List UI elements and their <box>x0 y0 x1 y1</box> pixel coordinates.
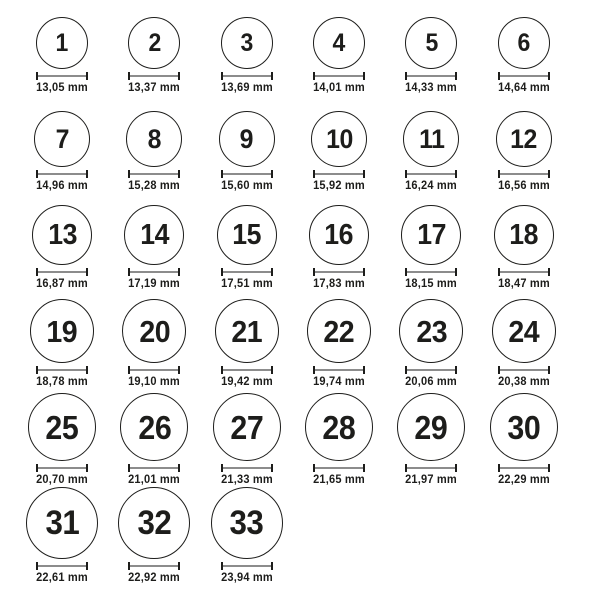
chart-row <box>0 494 600 592</box>
ring-size-number: 5 <box>425 28 438 57</box>
diameter-ruler <box>405 366 457 374</box>
ring-size-number: 29 <box>414 408 448 446</box>
diameter-label: 13,37 mm <box>128 82 181 94</box>
diameter-label: 14,96 mm <box>36 180 89 192</box>
diameter-label: 17,83 mm <box>313 278 365 290</box>
ring-circle <box>492 299 556 363</box>
diameter-ruler <box>128 464 180 472</box>
diameter-label: 16,24 mm <box>405 180 458 192</box>
diameter-label: 21,65 mm <box>313 474 365 486</box>
ring-size-cell <box>477 298 569 396</box>
diameter-ruler <box>498 170 550 178</box>
diameter-ruler <box>36 72 88 80</box>
ring-size-number: 15 <box>232 218 262 251</box>
ring-circle <box>118 487 190 559</box>
ring-size-cell <box>293 102 385 200</box>
diameter-label: 13,05 mm <box>36 82 89 94</box>
ring-size-number: 26 <box>138 408 171 446</box>
diameter-ruler <box>221 170 273 178</box>
ring-circle <box>211 487 283 559</box>
ring-circle <box>311 111 367 167</box>
ring-size-cell <box>477 200 569 298</box>
ring-circle <box>36 17 88 69</box>
ring-size-cell <box>385 200 477 298</box>
diameter-ruler <box>405 268 457 276</box>
ring-size-number: 4 <box>332 28 346 57</box>
diameter-ruler <box>405 170 457 178</box>
diameter-ruler <box>313 268 365 276</box>
ring-size-cell <box>16 396 108 494</box>
diameter-label: 20,70 mm <box>36 474 89 486</box>
diameter-ruler <box>313 170 365 178</box>
diameter-label: 14,64 mm <box>497 82 550 94</box>
diameter-label: 21,33 mm <box>220 474 273 486</box>
ring-size-number: 23 <box>415 313 447 349</box>
ring-circle <box>307 299 371 363</box>
diameter-ruler <box>405 72 457 80</box>
diameter-label: 16,87 mm <box>36 278 89 290</box>
ring-size-cell <box>477 102 569 200</box>
ring-size-number: 21 <box>231 313 263 349</box>
ring-size-number: 17 <box>416 218 446 251</box>
ring-circle <box>219 111 275 167</box>
ring-size-cell <box>108 298 200 396</box>
diameter-ruler <box>405 464 457 472</box>
ring-size-cell <box>201 396 293 494</box>
ring-size-cell <box>385 298 477 396</box>
ring-size-number: 3 <box>240 28 253 57</box>
ring-size-number: 31 <box>45 504 80 542</box>
diameter-ruler <box>498 72 550 80</box>
ring-size-cell <box>201 4 293 102</box>
chart-row <box>0 298 600 396</box>
ring-circle <box>399 299 463 363</box>
ring-size-number: 27 <box>230 408 264 446</box>
diameter-label: 16,56 mm <box>497 180 550 192</box>
ring-size-cell <box>477 396 569 494</box>
ring-size-number: 16 <box>324 218 354 251</box>
ring-size-number: 33 <box>229 504 264 542</box>
ring-size-cell <box>201 494 293 592</box>
ring-size-cell <box>16 102 108 200</box>
ring-size-number: 12 <box>510 123 537 154</box>
ring-size-cell <box>293 4 385 102</box>
diameter-label: 20,38 mm <box>497 376 550 388</box>
ring-circle <box>34 111 90 167</box>
diameter-label: 23,94 mm <box>220 572 273 584</box>
diameter-label: 19,42 mm <box>220 376 273 388</box>
chart-row <box>0 102 600 200</box>
ring-size-number: 10 <box>325 123 353 154</box>
ring-size-number: 1 <box>55 28 69 57</box>
diameter-label: 18,47 mm <box>497 278 550 290</box>
diameter-ruler <box>36 562 88 570</box>
ring-circle <box>122 299 186 363</box>
chart-row <box>0 396 600 494</box>
ring-size-cell <box>108 4 200 102</box>
diameter-ruler <box>498 366 550 374</box>
ring-circle <box>124 205 184 265</box>
ring-size-cell <box>16 4 108 102</box>
ring-circle <box>28 393 96 461</box>
ring-size-number: 24 <box>508 313 540 349</box>
ring-circle <box>498 17 550 69</box>
ring-size-number: 18 <box>509 218 538 251</box>
diameter-ruler <box>128 170 180 178</box>
diameter-ruler <box>221 72 273 80</box>
ring-circle <box>26 487 98 559</box>
ring-size-number: 9 <box>240 123 254 154</box>
diameter-ruler <box>128 268 180 276</box>
diameter-ruler <box>498 268 550 276</box>
ring-size-number: 13 <box>47 218 77 251</box>
diameter-ruler <box>36 366 88 374</box>
ring-circle <box>494 205 554 265</box>
diameter-label: 21,97 mm <box>405 474 458 486</box>
ring-size-number: 25 <box>45 408 79 446</box>
diameter-ruler <box>128 562 180 570</box>
diameter-label: 18,15 mm <box>405 278 458 290</box>
chart-row <box>0 200 600 298</box>
ring-size-cell <box>108 102 200 200</box>
diameter-ruler <box>221 562 273 570</box>
ring-circle <box>120 393 188 461</box>
ring-size-cell <box>385 396 477 494</box>
diameter-label: 19,74 mm <box>313 376 365 388</box>
ring-size-cell <box>108 200 200 298</box>
ring-size-cell <box>108 494 200 592</box>
diameter-label: 22,29 mm <box>497 474 550 486</box>
ring-circle <box>215 299 279 363</box>
ring-circle <box>401 205 461 265</box>
diameter-label: 21,01 mm <box>128 474 181 486</box>
diameter-label: 14,01 mm <box>313 82 365 94</box>
ring-size-cell <box>201 102 293 200</box>
ring-circle <box>126 111 182 167</box>
diameter-ruler <box>221 464 273 472</box>
diameter-label: 15,28 mm <box>128 180 181 192</box>
diameter-label: 18,78 mm <box>36 376 89 388</box>
diameter-label: 15,60 mm <box>220 180 273 192</box>
ring-circle <box>217 205 277 265</box>
ring-size-cell <box>16 200 108 298</box>
ring-circle <box>213 393 281 461</box>
ring-circle <box>309 205 369 265</box>
diameter-ruler <box>313 366 365 374</box>
ring-circle <box>221 17 273 69</box>
ring-size-number: 28 <box>322 408 356 446</box>
diameter-ruler <box>313 464 365 472</box>
ring-size-cell <box>16 298 108 396</box>
ring-circle <box>313 17 365 69</box>
ring-circle <box>496 111 552 167</box>
ring-circle <box>397 393 465 461</box>
ring-size-cell <box>293 396 385 494</box>
ring-circle <box>305 393 373 461</box>
diameter-ruler <box>128 366 180 374</box>
ring-size-cell <box>16 494 108 592</box>
diameter-label: 22,92 mm <box>128 572 181 584</box>
ring-size-cell <box>201 298 293 396</box>
diameter-label: 14,33 mm <box>405 82 458 94</box>
diameter-ruler <box>36 464 88 472</box>
ring-size-number: 2 <box>148 28 161 57</box>
ring-circle <box>128 17 180 69</box>
ring-size-number: 32 <box>137 504 172 542</box>
diameter-ruler <box>498 464 550 472</box>
ring-size-number: 22 <box>323 313 355 349</box>
ring-size-cell <box>477 4 569 102</box>
diameter-ruler <box>36 268 88 276</box>
chart-row <box>0 4 600 102</box>
ring-circle <box>30 299 94 363</box>
ring-circle <box>405 17 457 69</box>
diameter-ruler <box>221 268 273 276</box>
ring-size-number: 8 <box>147 123 162 154</box>
diameter-ruler <box>221 366 273 374</box>
diameter-label: 22,61 mm <box>36 572 89 584</box>
ring-size-number: 7 <box>55 123 69 154</box>
ring-size-cell <box>385 102 477 200</box>
ring-circle <box>32 205 92 265</box>
diameter-label: 19,10 mm <box>128 376 181 388</box>
ring-size-number: 19 <box>46 313 78 349</box>
ring-size-cell <box>385 4 477 102</box>
diameter-ruler <box>128 72 180 80</box>
ring-size-number: 30 <box>507 408 541 446</box>
ring-size-cell <box>293 200 385 298</box>
ring-size-cell <box>293 298 385 396</box>
ring-size-number: 14 <box>140 218 169 251</box>
ring-size-number: 20 <box>139 313 170 349</box>
diameter-label: 17,51 mm <box>220 278 273 290</box>
diameter-label: 17,19 mm <box>128 278 181 290</box>
diameter-label: 15,92 mm <box>313 180 365 192</box>
diameter-ruler <box>36 170 88 178</box>
ring-size-cell <box>201 200 293 298</box>
ring-circle <box>490 393 558 461</box>
ring-circle <box>403 111 459 167</box>
diameter-ruler <box>313 72 365 80</box>
ring-size-number: 11 <box>418 123 444 154</box>
ring-size-number: 6 <box>517 28 530 57</box>
ring-size-cell <box>108 396 200 494</box>
diameter-label: 20,06 mm <box>405 376 458 388</box>
diameter-label: 13,69 mm <box>220 82 273 94</box>
